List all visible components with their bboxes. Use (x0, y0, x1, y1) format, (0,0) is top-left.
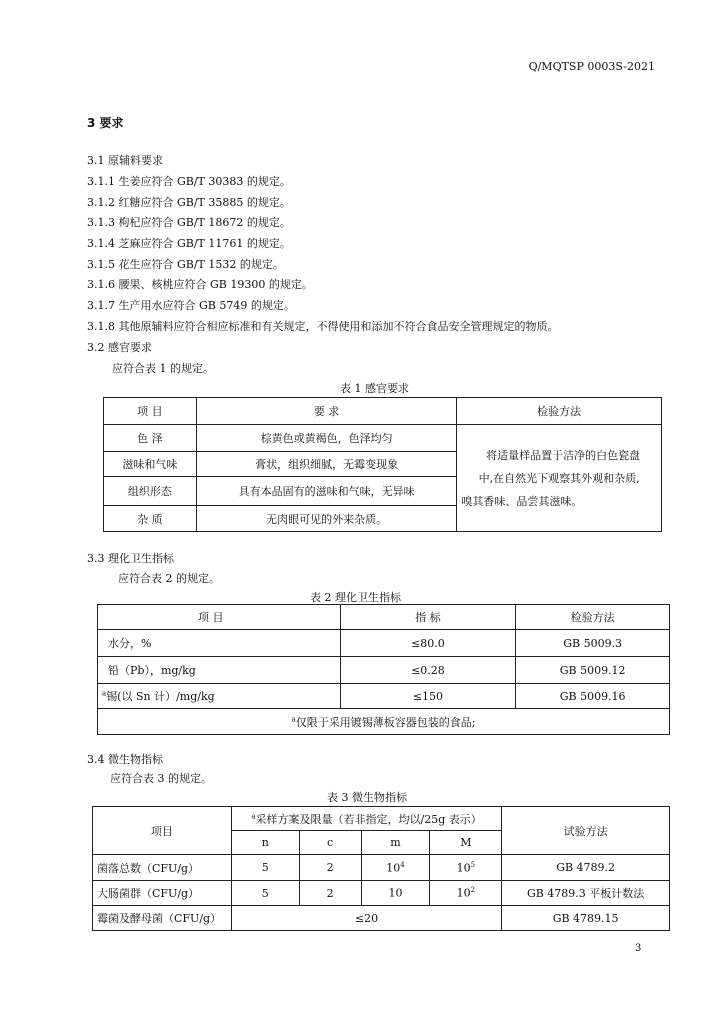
t2-footnote (98, 709, 670, 735)
t2-tin-label: 锡(以 Sn 计）/mg/kg (106, 690, 215, 703)
t2-header-method: 检验方法 (516, 605, 670, 630)
t1-row-item: 色 泽 (104, 425, 197, 452)
clause-3-1-3: 3.1.3 枸杞应符合 GB/T 18672 的规定。 (87, 216, 291, 229)
microbial-table (92, 806, 670, 931)
page-number: 3 (635, 943, 642, 954)
t1-row-requirement: 具有本品固有的滋味和气味，无异味 (196, 477, 457, 506)
table2-caption: 表 2 理化卫生指标 (310, 591, 401, 604)
t3-row-limit: ≤20 (231, 906, 501, 931)
t3-sub-m: m (361, 831, 430, 855)
t3-row-n: 5 (231, 855, 299, 881)
clause-3-1-7: 3.1.7 生产用水应符合 GB 5749 的规定。 (87, 299, 295, 312)
t3-sub-c: c (299, 831, 361, 855)
t2-header-item: 项 目 (98, 605, 341, 630)
t1-row-item: 滋味和气味 (104, 452, 197, 477)
section-3-title: 3 要求 (87, 116, 124, 130)
t2-header-index: 指 标 (340, 605, 516, 630)
t3-row-c: 2 (299, 881, 361, 906)
sensory-table (103, 397, 662, 532)
t2-row-index: ≤0.28 (340, 657, 516, 684)
t3-row-M: $10^5$ (430, 855, 502, 881)
t3-row-method: GB 4789.3 平板计数法 (502, 881, 670, 906)
t2-tin-footnote-mark: a (102, 689, 107, 698)
t1-row-item: 组织形态 (104, 477, 197, 506)
clause-3-1-1: 3.1.1 生姜应符合 GB/T 30383 的规定。 (87, 175, 291, 188)
t1-row-requirement: 棕黄色或黄褐色，色泽均匀 (196, 425, 457, 452)
t3-row-m: $10^4$ (361, 855, 430, 881)
t3-row-method: GB 4789.15 (502, 906, 670, 931)
t3-row-n: 5 (231, 881, 299, 906)
t2-row-method: GB 5009.16 (516, 684, 670, 709)
t1-header-requirement: 要 求 (196, 398, 457, 425)
clause-3-1: 3.1 原辅料要求 (87, 154, 163, 167)
document-code: Q/MQTSP 0003S-2021 (528, 60, 655, 73)
t1-row-item: 杂 质 (104, 506, 197, 532)
t2-row-method: GB 5009.12 (516, 657, 670, 684)
t1-method-cell (457, 425, 662, 532)
t1-row-requirement: 无肉眼可见的外来杂质。 (196, 506, 457, 532)
t2-row-item (98, 684, 341, 709)
clause-3-1-4: 3.1.4 芝麻应符合 GB/T 11761 的规定。 (87, 237, 291, 250)
t3-sub-M: M (430, 831, 502, 855)
table1-caption: 表 1 感官要求 (340, 382, 409, 395)
clause-3-2: 3.2 感官要求 (87, 341, 152, 354)
t3-row-m: 10 (361, 881, 430, 906)
t1-method-line: 中,在自然光下观察其外观和杂质, (478, 471, 640, 485)
t3-header-method: 试验方法 (502, 807, 670, 855)
t2-row-index: ≤80.0 (340, 630, 516, 657)
t1-method-line: 将适量样品置于洁净的白色瓷盘 (486, 448, 641, 462)
t2-footnote-mark: a (291, 714, 296, 723)
t2-row-method: GB 5009.3 (516, 630, 670, 657)
section-3-4-title: 3.4 微生物指标 (87, 753, 163, 766)
physchem-table (97, 604, 670, 735)
clause-3-2-note: 应符合表 1 的规定。 (112, 362, 214, 375)
t2-row-index: ≤150 (340, 684, 516, 709)
table3-caption: 表 3 微生物指标 (327, 791, 407, 804)
t3-row-method: GB 4789.2 (502, 855, 670, 881)
t3-sub-n: n (231, 831, 299, 855)
t2-footnote-text: 仅限于采用镀锡薄板容器包装的食品; (295, 715, 476, 729)
t3-row-item: 菌落总数（CFU/g） (93, 855, 232, 881)
t3-row-M: $10^2$ (430, 881, 502, 906)
t2-row-item: 水分，% (98, 630, 341, 657)
t3-plan-label: 采样方案及限量（若非指定，均以/25g 表示） (255, 812, 482, 826)
clause-3-1-6: 3.1.6 腰果、核桃应符合 GB 19300 的规定。 (87, 278, 313, 291)
t1-method-line: 嗅其香味、品尝其滋味。 (461, 494, 583, 508)
t1-row-requirement: 膏状，组织细腻，无霉变现象 (196, 452, 457, 477)
section-3-3-note: 应符合表 2 的规定。 (118, 572, 220, 585)
t3-row-item: 霉菌及酵母菌（CFU/g） (93, 906, 232, 931)
clause-3-1-2: 3.1.2 红糖应符合 GB/T 35885 的规定。 (87, 196, 291, 209)
t3-plan-footnote-mark: a (251, 811, 256, 820)
section-3-3-title: 3.3 理化卫生指标 (87, 552, 174, 565)
t3-header-plan (231, 807, 501, 831)
t3-row-item: 大肠菌群（CFU/g） (93, 881, 232, 906)
t3-row-c: 2 (299, 855, 361, 881)
t1-header-method: 检验方法 (457, 398, 662, 425)
t1-header-item: 项 目 (104, 398, 197, 425)
t3-header-item: 项目 (93, 807, 232, 855)
t2-row-item: 铅（Pb），mg/kg (98, 657, 341, 684)
clause-3-1-5: 3.1.5 花生应符合 GB/T 1532 的规定。 (87, 258, 284, 271)
clause-3-1-8: 3.1.8 其他原辅料应符合相应标准和有关规定，不得使用和添加不符合食品安全管理规定的物质。 (87, 320, 559, 333)
section-3-4-note: 应符合表 3 的规定。 (110, 772, 212, 785)
